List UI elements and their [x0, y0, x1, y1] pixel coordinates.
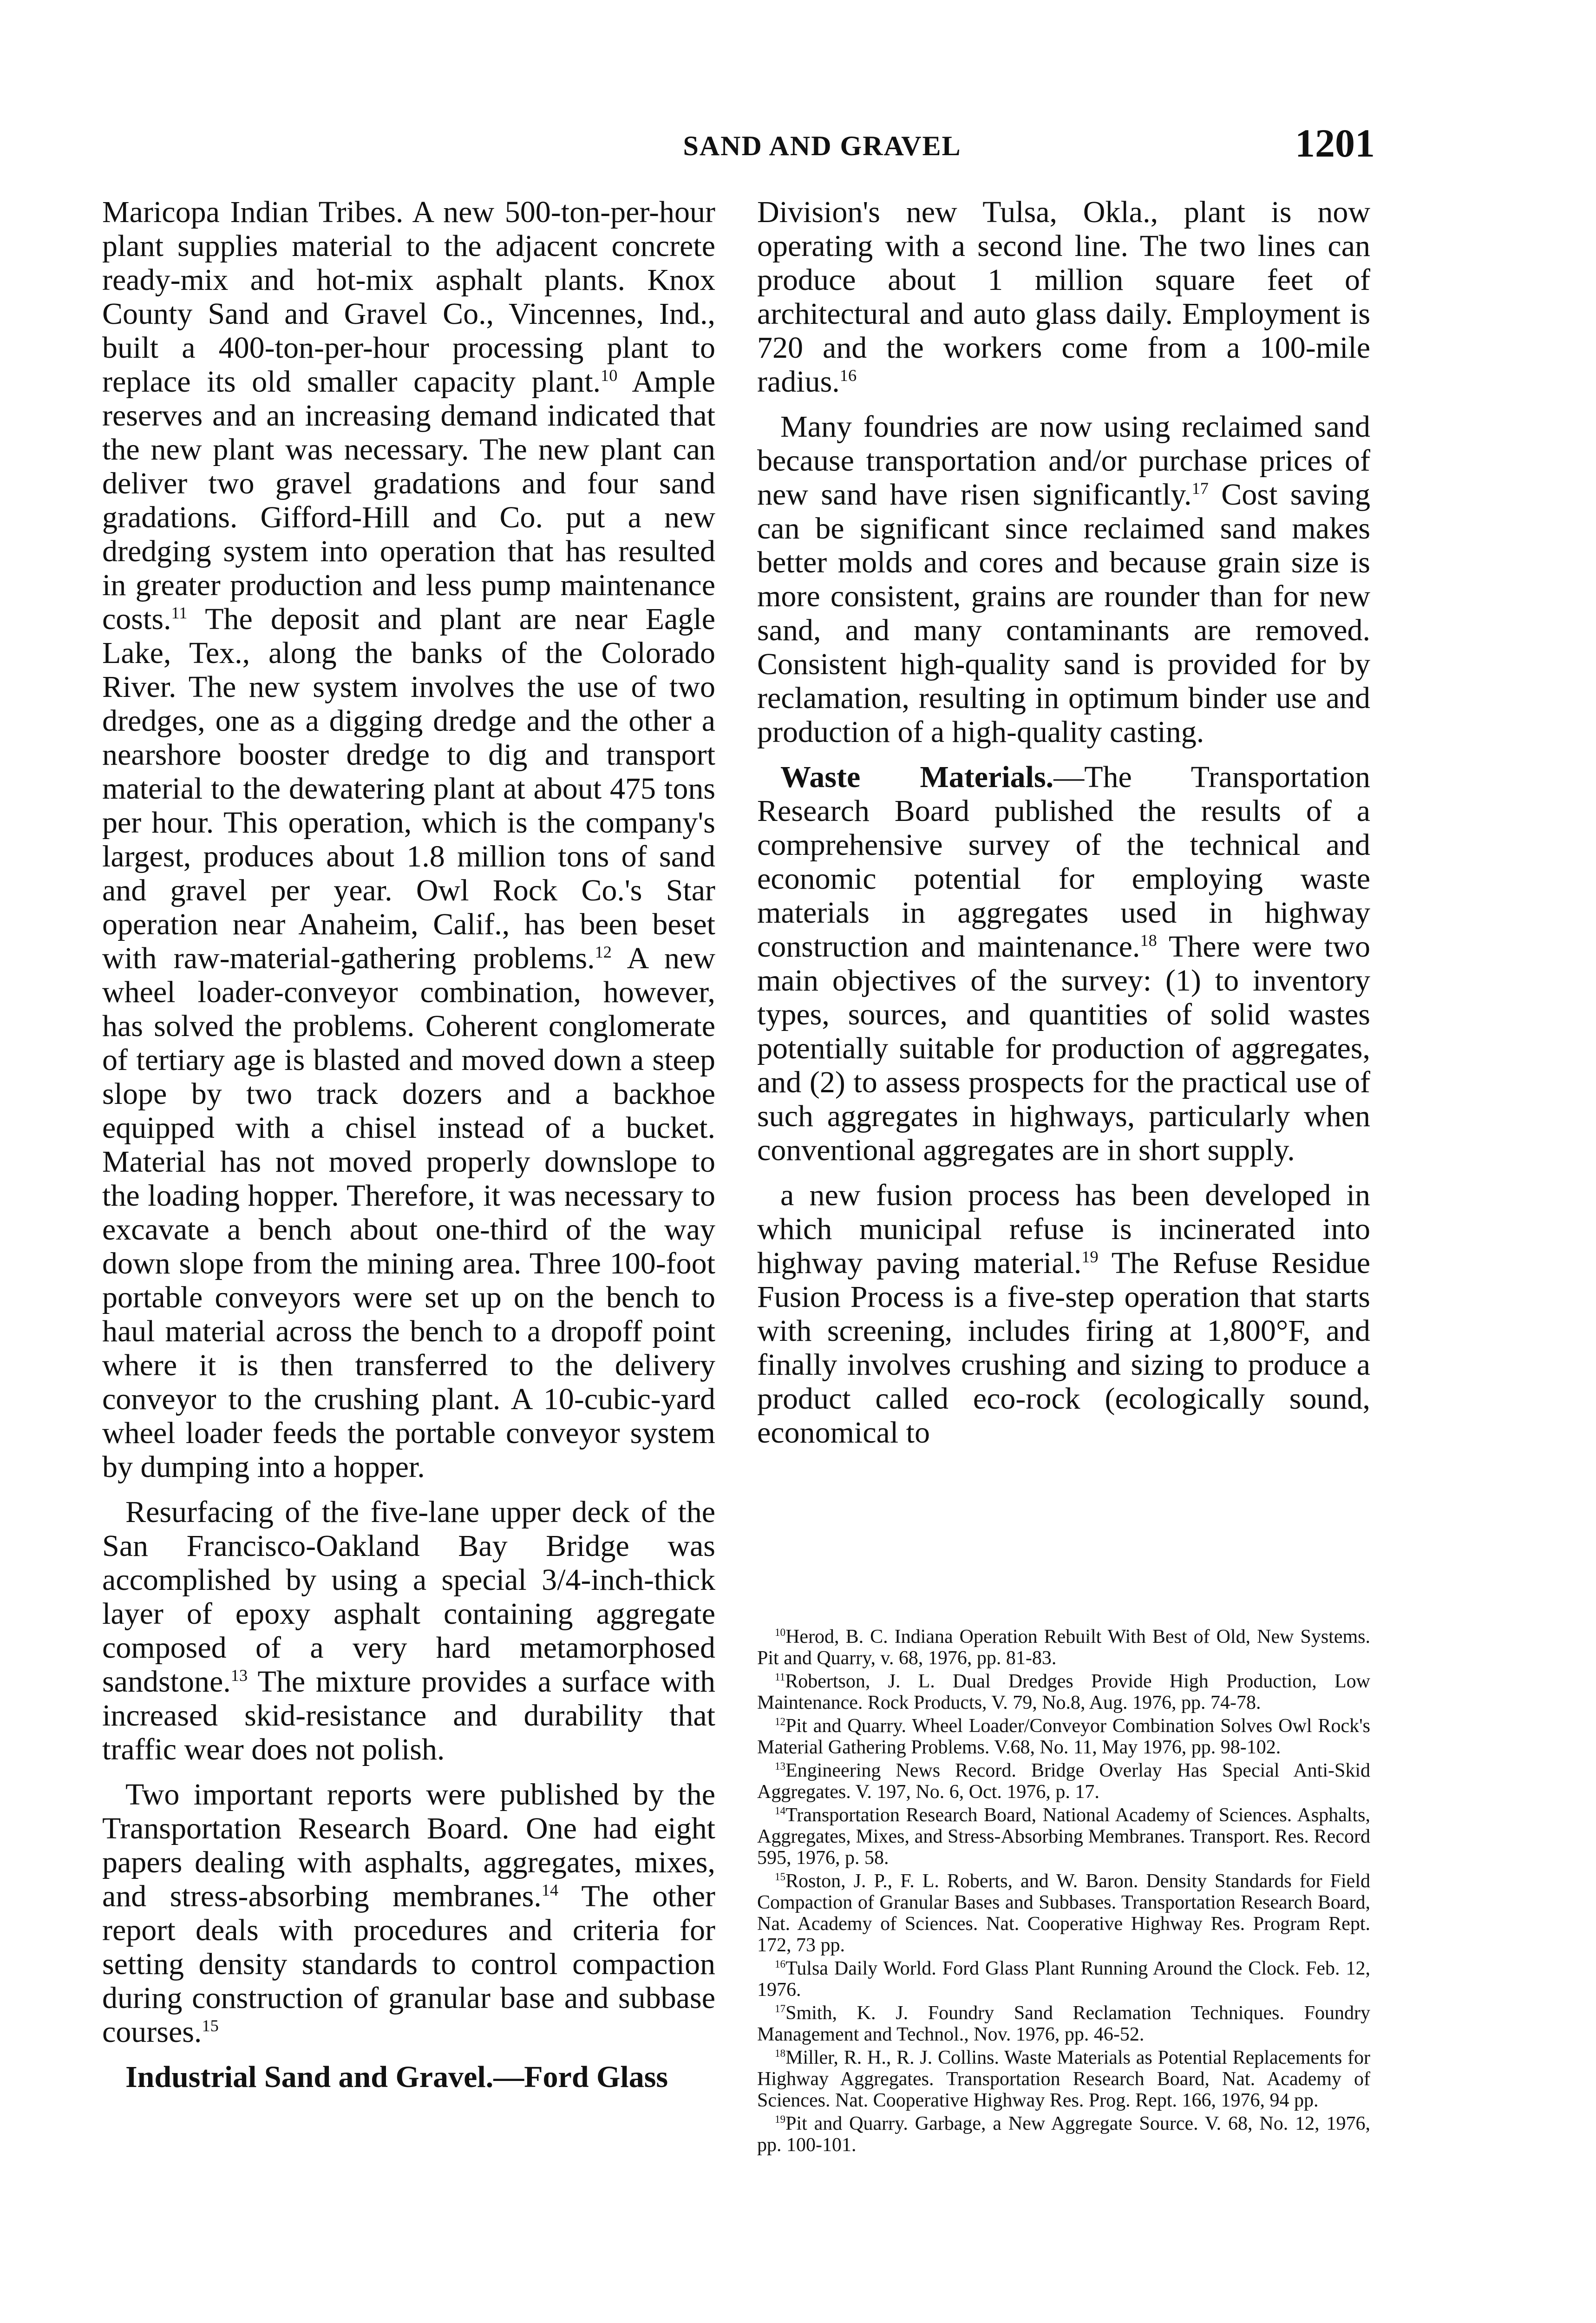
- footnote-number: 14: [775, 1805, 786, 1817]
- paragraph-text: Maricopa Indian Tribes. A new 500-ton-per-hour plant supplies material to the adjacent concrete ready-mix and hot-mix asphalt plants. Knox County Sand and Gravel Co., Vincennes, Ind., built a 400-ton-per-hour processing plant to replace its old smaller capacity plant.: [102, 195, 715, 399]
- footnote-text: Robertson, J. L. Dual Dredges Provide High Production, Low Maintenance. Rock Products, V. 79, No.8, Aug. 1976, pp. 74-78.: [757, 1671, 1370, 1713]
- footnote-text: Smith, K. J. Foundry Sand Reclamation Techniques. Foundry Management and Technol., Nov. 1976, pp. 46-52.: [757, 2002, 1370, 2045]
- footnote-number: 16: [775, 1958, 786, 1970]
- footnote-ref: 11: [171, 604, 188, 622]
- paragraph: [757, 410, 1370, 749]
- footnote: [757, 2113, 1370, 2156]
- paragraph: [757, 1178, 1370, 1450]
- right-column: [757, 195, 1370, 1461]
- paragraph-text: Resurfacing of the five-lane upper deck of the San Francisco-Oakland Bay Bridge was accomplished by using a special 3/4-inch-thick layer of epoxy asphalt containing aggregate composed of a very hard metamorphosed sandstone.: [102, 1495, 715, 1699]
- paragraph: [102, 2060, 715, 2094]
- footnote: [757, 1671, 1370, 1713]
- footnote-number: 13: [775, 1760, 786, 1772]
- footnote-number: 10: [775, 1626, 786, 1638]
- footnote-ref: 16: [839, 366, 857, 385]
- paragraph-text: There were two main objectives of the survey: (1) to inventory types, sources, and quantities of solid wastes potentially suitable for production of aggregates, and (2) to assess prospects for the practical use of such aggregates in highways, particularly when conventional aggregates are in short supply.: [757, 930, 1370, 1167]
- paragraph: [102, 195, 715, 1484]
- paragraph-text: —Ford Glass: [493, 2060, 668, 2094]
- footnote: [757, 2002, 1370, 2045]
- footnote-ref: 15: [202, 2016, 219, 2035]
- footnote-text: Engineering News Record. Bridge Overlay Has Special Anti-Skid Aggregates. V. 197, No. 6, Oct. 1976, p. 17.: [757, 1760, 1370, 1803]
- footnote-ref: 10: [601, 366, 618, 385]
- footnote-number: 17: [775, 2002, 786, 2015]
- paragraph-text: Cost saving can be significant since reclaimed sand makes better molds and cores and because grain size is more consistent, grains are rounder than for new sand, and many contaminants are removed. Consistent high-quality sand is provided for by reclamation, resulting in optimum binder use and production of a high-quality casting.: [757, 478, 1371, 749]
- paragraph-text: The Refuse Residue Fusion Process is a five-step operation that starts with screening, includes firing at 1,800°F, and finally involves crushing and sizing to produce a product called eco-rock (ecologically sound, economical to: [757, 1246, 1370, 1450]
- footnote-number: 12: [775, 1715, 786, 1727]
- section-heading: Industrial Sand and Gravel.: [125, 2060, 494, 2094]
- paragraph-text: The other report deals with procedures and criteria for setting density standards to control compaction during construction of granular base and subbase courses.: [102, 1879, 715, 2049]
- footnote-text: Miller, R. H., R. J. Collins. Waste Materials as Potential Replacements for Highway Aggregates. Transportation Research Board, Nat. Academy of Sciences. Nat. Cooperative Highway Res. Prog. Rept. 166, 1976, 94 pp.: [757, 2047, 1370, 2111]
- paragraph-text: Two important reports were published by the Transportation Research Board. One had eight papers dealing with asphalts, aggregates, mixes, and stress-absorbing membranes.: [102, 1778, 715, 1913]
- footnotes: [757, 1626, 1370, 2158]
- footnote-number: 15: [775, 1870, 786, 1883]
- footnote: [757, 1805, 1370, 1869]
- left-column: [102, 195, 715, 2105]
- footnote: [757, 1958, 1370, 2001]
- footnote-text: Roston, J. P., F. L. Roberts, and W. Baron. Density Standards for Field Compaction of Granular Bases and Subbases. Transportation Research Board, Nat. Academy of Sciences. Nat. Cooperative Highway Res. Program Rept. 172, 73 pp.: [757, 1870, 1370, 1956]
- footnote-ref: 18: [1140, 931, 1157, 950]
- footnote-text: Pit and Quarry. Garbage, a New Aggregate Source. V. 68, No. 12, 1976, pp. 100-101.: [757, 2113, 1370, 2156]
- paragraph-text: —The Transportation Research Board published the results of a comprehensive survey of the technical and economic potential for employing waste materials in aggregates used in highway construction and maintenance.: [757, 760, 1370, 964]
- footnote: [757, 1870, 1370, 1956]
- paragraph: [102, 1778, 715, 2049]
- running-head: SAND AND GRAVEL: [683, 131, 962, 161]
- footnote-text: Transportation Research Board, National Academy of Sciences. Asphalts, Aggregates, Mixes, and Stress-Absorbing Membranes. Transport. Res. Record 595, 1976, p. 58.: [757, 1805, 1370, 1869]
- paragraph: [102, 1495, 715, 1766]
- paragraph-text: A new wheel loader-conveyor combination, however, has solved the problems. Coherent conglomerate of tertiary age is blasted and moved down a steep slope by two track dozers and a backhoe equipped with a chisel instead of a bucket. Material has not moved properly downslope to the loading hopper. Therefore, it was necessary to excavate a bench about one-third of the way down slope from the mining area. Three 100-foot portable conveyors were set up on the bench to haul material across the bench to a dropoff point where it is then transferred to the delivery conveyor to the crushing plant. A 10-cubic-yard wheel loader feeds the portable conveyor system by dumping into a hopper.: [102, 941, 716, 1484]
- footnote: [757, 1715, 1370, 1758]
- footnote-number: 19: [775, 2113, 786, 2125]
- paragraph-text: a new fusion process has been developed in which municipal refuse is incinerated into highway paving material.: [757, 1178, 1370, 1280]
- footnote-text: Herod, B. C. Indiana Operation Rebuilt With Best of Old, New Systems. Pit and Quarry, v. 68, 1976, pp. 81-83.: [757, 1626, 1370, 1669]
- section-heading: Waste Materials.: [780, 760, 1054, 794]
- footnote-ref: 17: [1191, 479, 1209, 498]
- footnote-ref: 13: [230, 1666, 248, 1685]
- paragraph: [757, 195, 1370, 399]
- paragraph-text: The deposit and plant are near Eagle Lake, Tex., along the banks of the Colorado River. The new system involves the use of two dredges, one as a digging dredge and the other a nearshore booster dredge to dig and transport material to the dewatering plant at about 475 tons per hour. This operation, which is the company's largest, produces about 1.8 million tons of sand and gravel per year. Owl Rock Co.'s Star operation near Anaheim, Calif., has been beset with raw-material-gathering problems.: [102, 602, 715, 975]
- footnote-number: 18: [775, 2047, 786, 2059]
- footnote-ref: 14: [541, 1881, 559, 1899]
- paragraph-text: Many foundries are now using reclaimed sand because transportation and/or purchase prices of new sand have risen significantly.: [757, 410, 1370, 512]
- paragraph-text: Division's new Tulsa, Okla., plant is now operating with a second line. The two lines can produce about 1 million square feet of architectural and auto glass daily. Employment is 720 and the workers come from a 100-mile radius.: [757, 195, 1370, 399]
- footnote-text: Tulsa Daily World. Ford Glass Plant Running Around the Clock. Feb. 12, 1976.: [757, 1958, 1370, 2001]
- footnote-ref: 19: [1081, 1247, 1099, 1266]
- paragraph: [757, 760, 1370, 1167]
- paragraph-text: The mixture provides a surface with increased skid-resistance and durability that traffic wear does not polish.: [102, 1665, 715, 1766]
- footnote: [757, 2047, 1370, 2111]
- footnote-ref: 12: [595, 943, 612, 961]
- footnote: [757, 1760, 1370, 1803]
- page-number: 1201: [1295, 121, 1375, 165]
- footnote-number: 11: [775, 1671, 785, 1683]
- footnote: [757, 1626, 1370, 1669]
- paragraph-text: Ample reserves and an increasing demand indicated that the new plant was necessary. The new plant can deliver two gravel gradations and four sand gradations. Gifford-Hill and Co. put a new dredging system into operation that has resulted in greater production and less pump maintenance costs.: [102, 365, 715, 636]
- footnote-text: Pit and Quarry. Wheel Loader/Conveyor Combination Solves Owl Rock's Material Gathering Problems. V.68, No. 11, May 1976, pp. 98-102.: [757, 1715, 1370, 1758]
